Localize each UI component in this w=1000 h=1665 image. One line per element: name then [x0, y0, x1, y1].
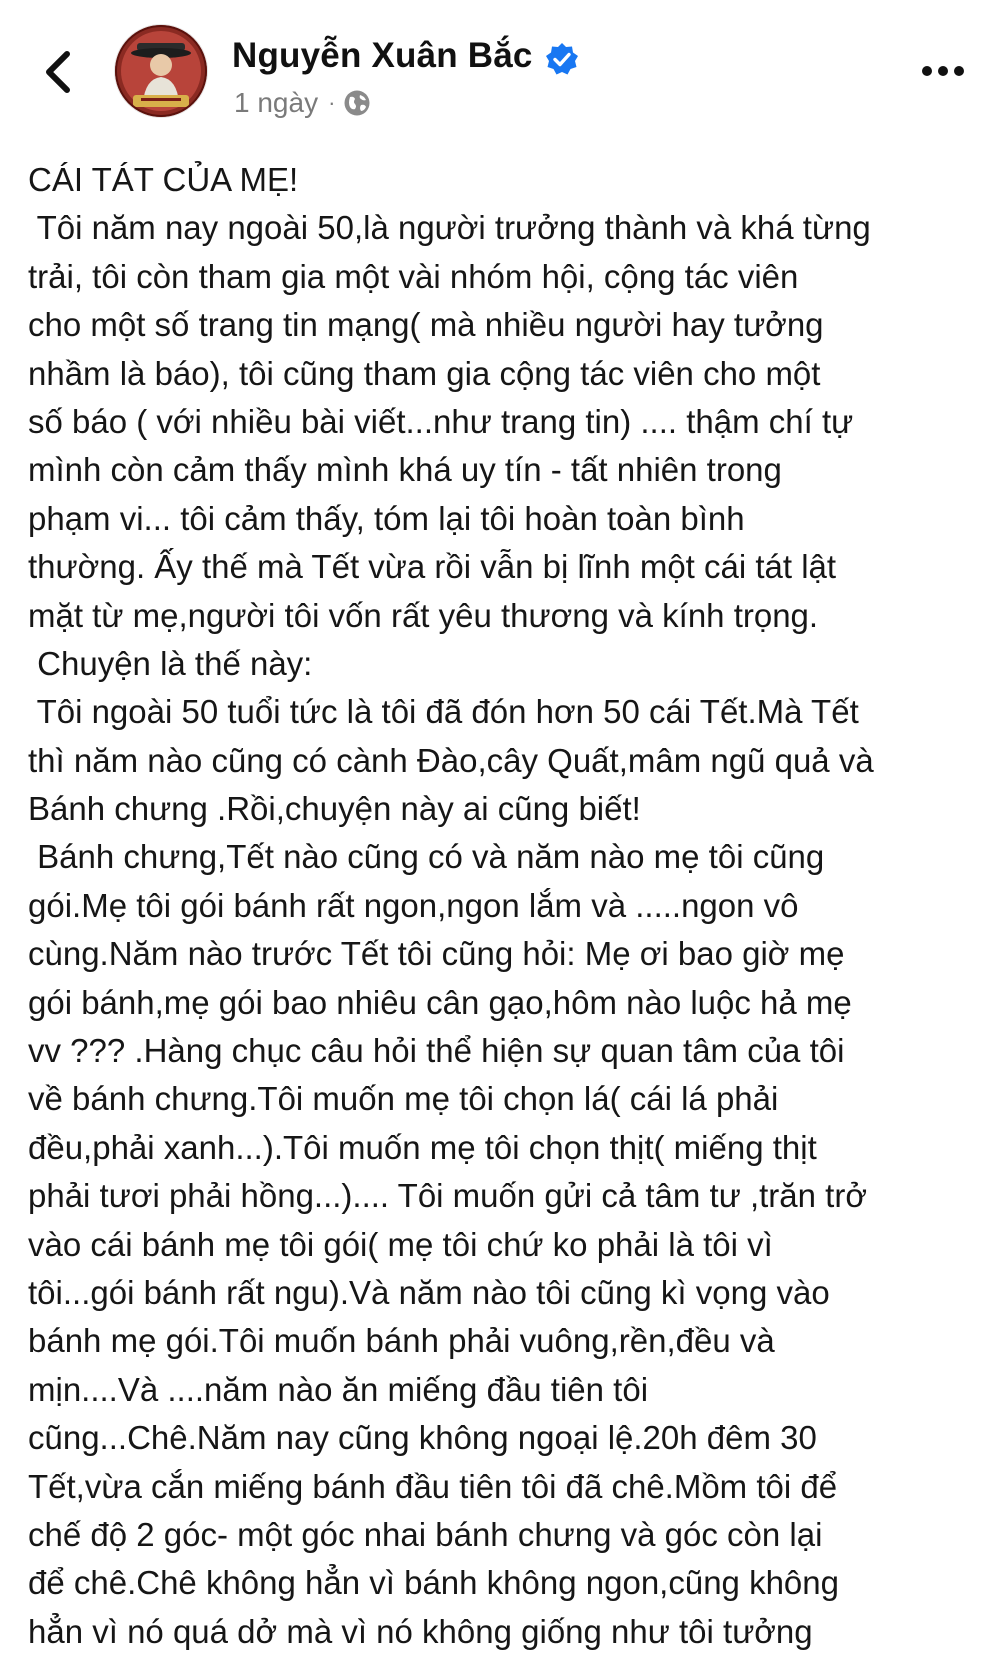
chevron-left-icon	[43, 50, 73, 94]
post-text-line: mình còn cảm thấy mình khá uy tín - tất nhiên trong	[28, 451, 782, 489]
post-text-line: nhầm là báo), tôi cũng tham gia cộng tác viên cho một	[28, 354, 821, 392]
post-text-line: đều,phải xanh...).Tôi muốn mẹ tôi chọn thịt( miếng thịt	[28, 1128, 817, 1166]
post-text-line: Bánh chưng,Tết nào cũng có và năm nào mẹ tôi cũng	[28, 838, 825, 876]
post-text	[28, 156, 988, 1656]
post-text-line: cùng.Năm nào trước Tết tôi cũng hỏi: Mẹ ơi bao giờ mẹ	[28, 935, 845, 973]
post-text-line: Tết,vừa cắn miếng bánh đầu tiên tôi đã chê.Mồm tôi để	[28, 1467, 838, 1505]
post-text-line: vào cái bánh mẹ tôi gói( mẹ tôi chứ ko phải là tôi vì	[28, 1225, 773, 1263]
more-dots-icon	[921, 65, 965, 77]
post-text-line: mịn....Và ....năm nào ăn miếng đầu tiên tôi	[28, 1370, 649, 1408]
post-text-line: hẳn vì nó quá dở mà vì nó không giống như tôi tưởng	[28, 1612, 813, 1650]
post-text-line: phạm vi... tôi cảm thấy, tóm lại tôi hoàn toàn bình	[28, 499, 745, 537]
post-text-line: thường. Ấy thế mà Tết vừa rồi vẫn bị lĩnh một cái tát lật	[28, 548, 837, 586]
back-button[interactable]	[40, 44, 76, 100]
post-text-line: gói bánh,mẹ gói bao nhiêu cân gạo,hôm nào luộc hả mẹ	[28, 983, 852, 1021]
post-header	[0, 0, 1000, 140]
post-text-line: Tôi ngoài 50 tuổi tức là tôi đã đón hơn 50 cái Tết.Mà Tết	[28, 693, 859, 731]
post-meta	[234, 87, 371, 119]
avatar-image	[115, 25, 207, 117]
post-text-line: Chuyện là thế này:	[28, 644, 313, 682]
post-text-line: mặt từ mẹ,người tôi vốn rất yêu thương và kính trọng.	[28, 596, 819, 634]
post-text-line: cho một số trang tin mạng( mà nhiều người hay tưởng	[28, 306, 824, 344]
post-text-line: về bánh chưng.Tôi muốn mẹ tôi chọn lá( cái lá phải	[28, 1080, 779, 1118]
more-options-button[interactable]	[915, 56, 971, 86]
post-text-line: gói.Mẹ tôi gói bánh rất ngon,ngon lắm và .....ngon vô	[28, 886, 799, 924]
post-text-line: chế độ 2 góc- một góc nhai bánh chưng và góc còn lại	[28, 1515, 823, 1553]
post-text-line: cũng...Chê.Năm nay cũng không ngoại lệ.20h đêm 30	[28, 1419, 817, 1457]
post-text-line: Bánh chưng .Rồi,chuyện này ai cũng biết!	[28, 790, 641, 828]
avatar[interactable]	[115, 25, 207, 117]
post-text-line: tôi...gói bánh rất ngu).Và năm nào tôi cũng kì vọng vào	[28, 1273, 830, 1311]
meta-separator: ·	[328, 90, 336, 115]
post-text-line: Tôi năm nay ngoài 50,là người trưởng thành và khá từng	[28, 209, 871, 247]
post-text-line: CÁI TÁT CỦA MẸ!	[28, 161, 299, 198]
author-name[interactable]: Nguyễn Xuân Bắc	[232, 36, 533, 75]
post-timestamp[interactable]: 1 ngày	[234, 87, 319, 118]
post-text-line: trải, tôi còn tham gia một vài nhóm hội, cộng tác viên	[28, 257, 799, 295]
post-text-line: vv ??? .Hàng chục câu hỏi thể hiện sự quan tâm của tôi	[28, 1032, 845, 1070]
post-text-line: thì năm nào cũng có cành Đào,cây Quất,mâm ngũ quả và	[28, 741, 874, 779]
post-text-line: để chê.Chê không hẳn vì bánh không ngon,cũng không	[28, 1564, 839, 1602]
post-text-line: bánh mẹ gói.Tôi muốn bánh phải vuông,rền,đều và	[28, 1322, 775, 1360]
post-text-line: số báo ( với nhiều bài viết...như trang tin) .... thậm chí tự	[28, 402, 854, 440]
post-text-line: phải tươi phải hồng...).... Tôi muốn gửi cả tâm tư ,trăn trở	[28, 1177, 867, 1215]
verified-badge-icon	[545, 42, 579, 76]
globe-icon	[343, 89, 371, 117]
